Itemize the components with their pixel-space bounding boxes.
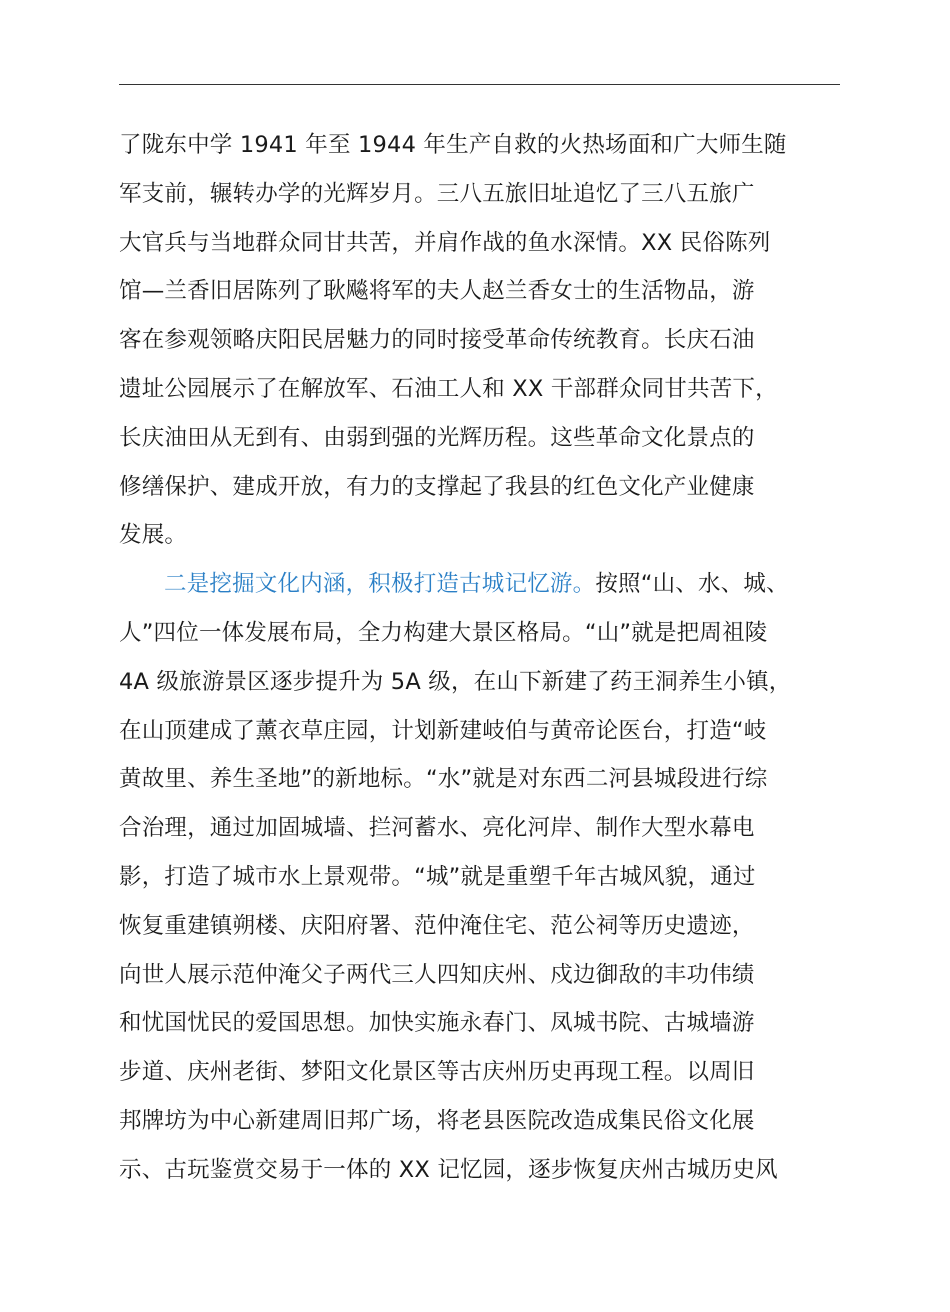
text-line: 步道、庆州老街、梦阳文化景区等古庆州历史再现工程。以周旧 bbox=[119, 1059, 755, 1086]
paragraph-2 bbox=[119, 560, 861, 1194]
text-line: 和忧国忧民的爱国思想。加快实施永春门、凤城书院、古城墙游 bbox=[119, 1010, 755, 1037]
section-heading: 二是挖掘文化内涵，积极打造古城记忆游。 bbox=[164, 571, 596, 598]
document-body bbox=[119, 121, 861, 1195]
text-line: 黄故里、养生圣地”的新地标。“水”就是对东西二河县城段进行综 bbox=[119, 766, 768, 793]
header-rule bbox=[119, 84, 840, 85]
text-line: 向世人展示范仲淹父子两代三人四知庆州、戍边御敌的丰功伟绩 bbox=[119, 961, 755, 988]
text-line: 合治理，通过加固城墙、拦河蓄水、亮化河岸、制作大型水幕电 bbox=[119, 815, 755, 842]
paragraph-2-first-line bbox=[119, 560, 861, 609]
text-line: 遗址公园展示了在解放军、石油工人和 XX 干部群众同甘共苦下， bbox=[119, 375, 778, 402]
text-line: 了陇东中学 1941 年至 1944 年生产自救的火热场面和广大师生随 bbox=[119, 132, 787, 158]
text-line: 军支前，辗转办学的光辉岁月。三八五旅旧址追忆了三八五旅广 bbox=[119, 180, 755, 207]
text-line: 在山顶建成了薰衣草庄园，计划新建岐伯与黄帝论医台，打造“岐 bbox=[119, 717, 767, 744]
text-line: 恢复重建镇朔楼、庆阳府署、范仲淹住宅、范公祠等历史遗迹， bbox=[119, 912, 755, 939]
text-line: 影，打造了城市水上景观带。“城”就是重塑千年古城风貌，通过 bbox=[119, 863, 756, 890]
text-line: 人”四位一体发展布局，全力构建大景区格局。“山”就是把周祖陵 bbox=[119, 619, 768, 646]
text-line: 修缮保护、建成开放，有力的支撑起了我县的红色文化产业健康 bbox=[119, 473, 755, 500]
paragraph-1 bbox=[119, 121, 861, 560]
text-line: 发展。 bbox=[119, 522, 188, 549]
heading-line-rest: 按照“山、水、城、 bbox=[595, 571, 789, 598]
text-line: 示、古玩鉴赏交易于一体的 XX 记忆园，逐步恢复庆州古城历史风 bbox=[119, 1156, 778, 1183]
text-line: 长庆油田从无到有、由弱到强的光辉历程。这些革命文化景点的 bbox=[119, 424, 755, 451]
text-line: 客在参观领略庆阳民居魅力的同时接受革命传统教育。长庆石油 bbox=[119, 327, 755, 354]
text-line: 馆—兰香旧居陈列了耿飚将军的夫人赵兰香女士的生活物品，游 bbox=[119, 278, 755, 305]
text-line: 邦牌坊为中心新建周旧邦广场，将老县医院改造成集民俗文化展 bbox=[119, 1107, 755, 1134]
text-line: 4A 级旅游景区逐步提升为 5A 级，在山下新建了药王洞养生小镇， bbox=[119, 668, 792, 695]
text-line: 大官兵与当地群众同甘共苦，并肩作战的鱼水深情。XX 民俗陈列 bbox=[119, 229, 771, 256]
